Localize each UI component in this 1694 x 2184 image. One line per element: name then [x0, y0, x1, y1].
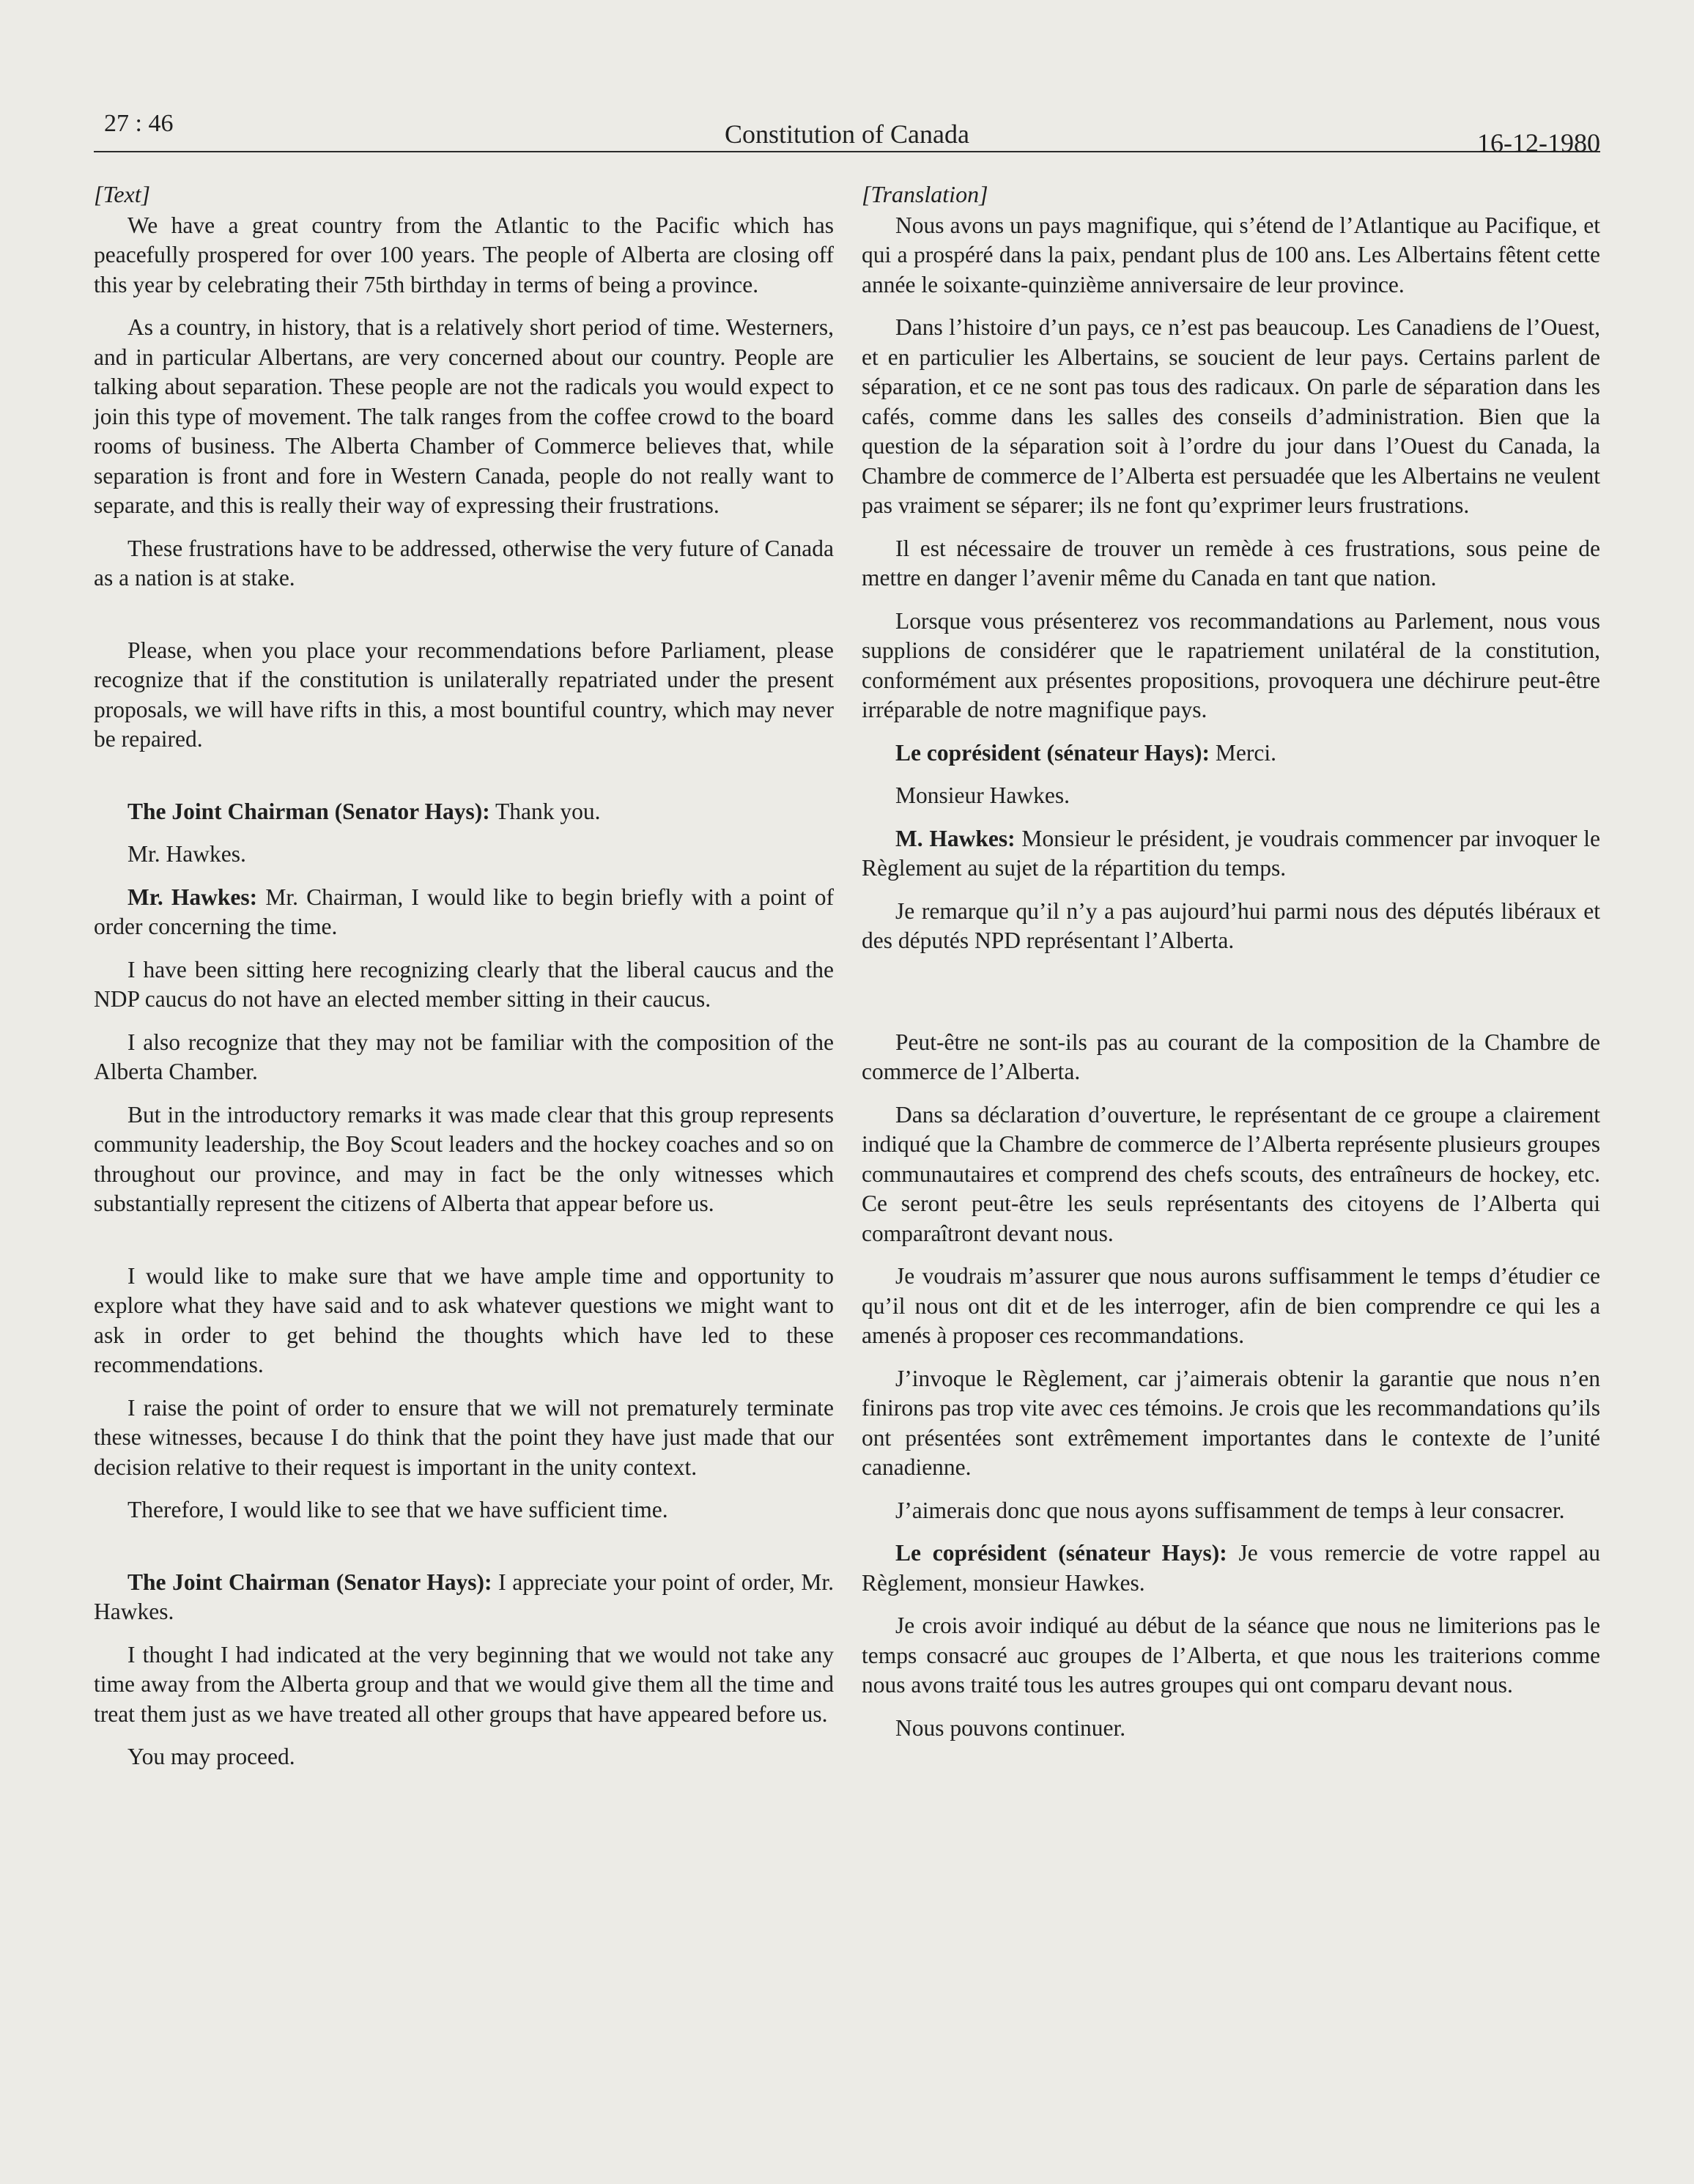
paragraph: These frustrations have to be addressed, otherwise the very future of Canada as a nation is at stake. [94, 535, 834, 591]
speech-text: Merci. [1210, 739, 1276, 766]
paragraph: Je voudrais m’assurer que nous aurons suffisamment le temps d’étudier ce qu’il nous ont dit et de les interroger, afin de bien comprendre ce qui les a amenés à proposer ces recommandations. [862, 1263, 1600, 1348]
speaker-name: The Joint Chairman (Senator Hays): [127, 1569, 492, 1595]
paragraph: Dans l’histoire d’un pays, ce n’est pas beaucoup. Les Canadiens de l’Ouest, et en particulier les Albertains, se soucient de leur pays. Certains parlent de séparation, et ce ne sont pas tous des radicaux. On parle de séparation dans les cafés, comme dans les salles des conseils d’administration. Bien que la question de la séparation soit à l’ordre du jour dans l’Ouest du Canada, la Chambre de commerce de l’Alberta est persuadée que les Albertains ne veulent pas vraiment se séparer; ils ne font qu’exprimer leurs frustrations. [862, 314, 1600, 518]
paragraph: We have a great country from the Atlantic to the Pacific which has peacefully prospered for over 100 years. The people of Alberta are closing off this year by celebrating their 75th birthday in terms of being a province. [94, 212, 834, 297]
speaker-paragraph [94, 797, 834, 827]
speaker-name: Le coprésident (sénateur Hays): [895, 1540, 1227, 1566]
paragraph: Monsieur Hawkes. [895, 782, 1070, 808]
paragraph: Il est nécessaire de trouver un remède à ces frustrations, sous peine de mettre en danger l’avenir même du Canada en tant que nation. [862, 535, 1600, 591]
paragraph: Therefore, I would like to see that we have sufficient time. [127, 1497, 668, 1522]
paragraph: Nous avons un pays magnifique, qui s’étend de l’Atlantique au Pacifique, et qui a prospéré dans la paix, pendant plus de 100 ans. Les Albertains fêtent cette année le soixante-quinzième anniversaire de leur province. [862, 212, 1600, 297]
paragraph: Mr. Hawkes. [127, 841, 246, 867]
page-number: 27 : 46 [104, 110, 174, 137]
paragraph: Please, when you place your recommendations before Parliament, please recognize that if the constitution is unilaterally repatriated under the present proposals, we will have rifts in this, a most bountiful country, which may never be repaired. [94, 637, 834, 752]
paragraph: Je remarque qu’il n’y a pas aujourd’hui parmi nous des députés libéraux et des députés NPD représentant l’Alberta. [862, 897, 1600, 953]
paragraph: I would like to make sure that we have ample time and opportunity to explore what they have said and to ask whatever questions we might want to ask in order to get behind the thoughts which have led to these recommendations. [94, 1262, 834, 1377]
paragraph: Nous pouvons continuer. [895, 1714, 1126, 1741]
paragraph: J’aimerais donc que nous ayons suffisamment de temps à leur consacrer. [895, 1497, 1565, 1523]
header-date: 16-12-1980 [1477, 128, 1600, 158]
paragraph: Peut-être ne sont-ils pas au courant de la composition de la Chambre de commerce de l’Alberta. [862, 1029, 1600, 1084]
paragraph: Je crois avoir indiqué au début de la séance que nous ne limiterions pas le temps consacré auc groupes de l’Alberta, et que nous les traiterions comme nous avons traité tous les autres groupes qui ont comparu devant nous. [862, 1613, 1600, 1698]
speaker-paragraph [94, 1568, 834, 1627]
paragraph: Lorsque vous présenterez vos recommandations au Parlement, nous vous supplions de considérer que le rapatriement unilatéral de la constitution, conformément aux présentes propositions, provoquera une déchirure peut-être irréparable de notre magnifique pays. [862, 607, 1600, 722]
speaker-paragraph [862, 824, 1600, 884]
paragraph: I have been sitting here recognizing clearly that the liberal caucus and the NDP caucus do not have an elected member sitting in their caucus. [94, 956, 834, 1012]
speaker-name: M. Hawkes: [895, 825, 1016, 851]
paragraph: Dans sa déclaration d’ouverture, le représentant de ce groupe a clairement indiqué que la Chambre de commerce de l’Alberta représente plusieurs groupes communautaires et comprend des chefs scouts, des entraîneurs de hockey, etc. Ce seront peut-être les seuls représentants des citoyens de l’Alberta qui comparaîtront devant nous. [862, 1101, 1600, 1246]
speech-text: Monsieur le président, je voudrais commencer par invoquer le Règlement au sujet de la répartition du temps. [862, 825, 1601, 881]
speech-text: Je vous remercie de votre rappel au Règlement, monsieur Hawkes. [862, 1540, 1600, 1596]
speaker-name: Mr. Hawkes: [127, 884, 258, 910]
text-tag: [Text] [94, 181, 151, 207]
speaker-paragraph [862, 1539, 1600, 1598]
speaker-name: Le coprésident (sénateur Hays): [895, 739, 1210, 766]
speech-text: I appreciate your point of order, Mr. Hawkes. [94, 1569, 834, 1624]
english-column [94, 179, 834, 1785]
translation-tag: [Translation] [862, 181, 988, 207]
paragraph: As a country, in history, that is a relatively short period of time. Westerners, and in particular Albertans, are very concerned about our country. People are talking about separation. These people are not the radicals you would expect to join this type of movement. The talk ranges from the coffee crowd to the board rooms of business. The Alberta Chamber of Commerce believes that, while separation is front and fore in Western Canada, people do not really want to separate, and this is really their way of expressing their frustrations. [94, 314, 834, 518]
paragraph: I also recognize that they may not be familiar with the composition of the Alberta Chamber. [94, 1029, 834, 1084]
speaker-paragraph [862, 739, 1600, 769]
speaker-name: The Joint Chairman (Senator Hays): [127, 798, 490, 824]
french-column [862, 179, 1600, 1756]
running-title: Constitution of Canada [725, 119, 969, 149]
running-header [94, 108, 1600, 158]
speech-text: Thank you. [489, 798, 601, 824]
speaker-paragraph [94, 883, 834, 942]
paragraph: I raise the point of order to ensure that we will not prematurely terminate these witnesses, because I do think that the point they have just made that our decision relative to their request is important in the unity context. [94, 1394, 834, 1480]
speech-text: Mr. Chairman, I would like to begin briefly with a point of order concerning the time. [94, 884, 834, 939]
paragraph: But in the introductory remarks it was made clear that this group represents community leadership, the Boy Scout leaders and the hockey coaches and so on throughout our province, and may in fact be the only witnesses which substantially represent the citizens of Alberta that appear before us. [94, 1101, 834, 1216]
paragraph: I thought I had indicated at the very beginning that we would not take any time away from the Alberta group and that we would give them all the time and treat them just as we have treated all other groups that have appeared before us. [94, 1641, 834, 1727]
paragraph: You may proceed. [127, 1744, 295, 1769]
paragraph: J’invoque le Règlement, car j’aimerais obtenir la garantie que nous n’en finirons pas trop vite avec ces témoins. Je crois que les recommandations qu’ils ont présentées sont extrêmement importantes dans le contexte de l’unité canadienne. [862, 1365, 1600, 1480]
